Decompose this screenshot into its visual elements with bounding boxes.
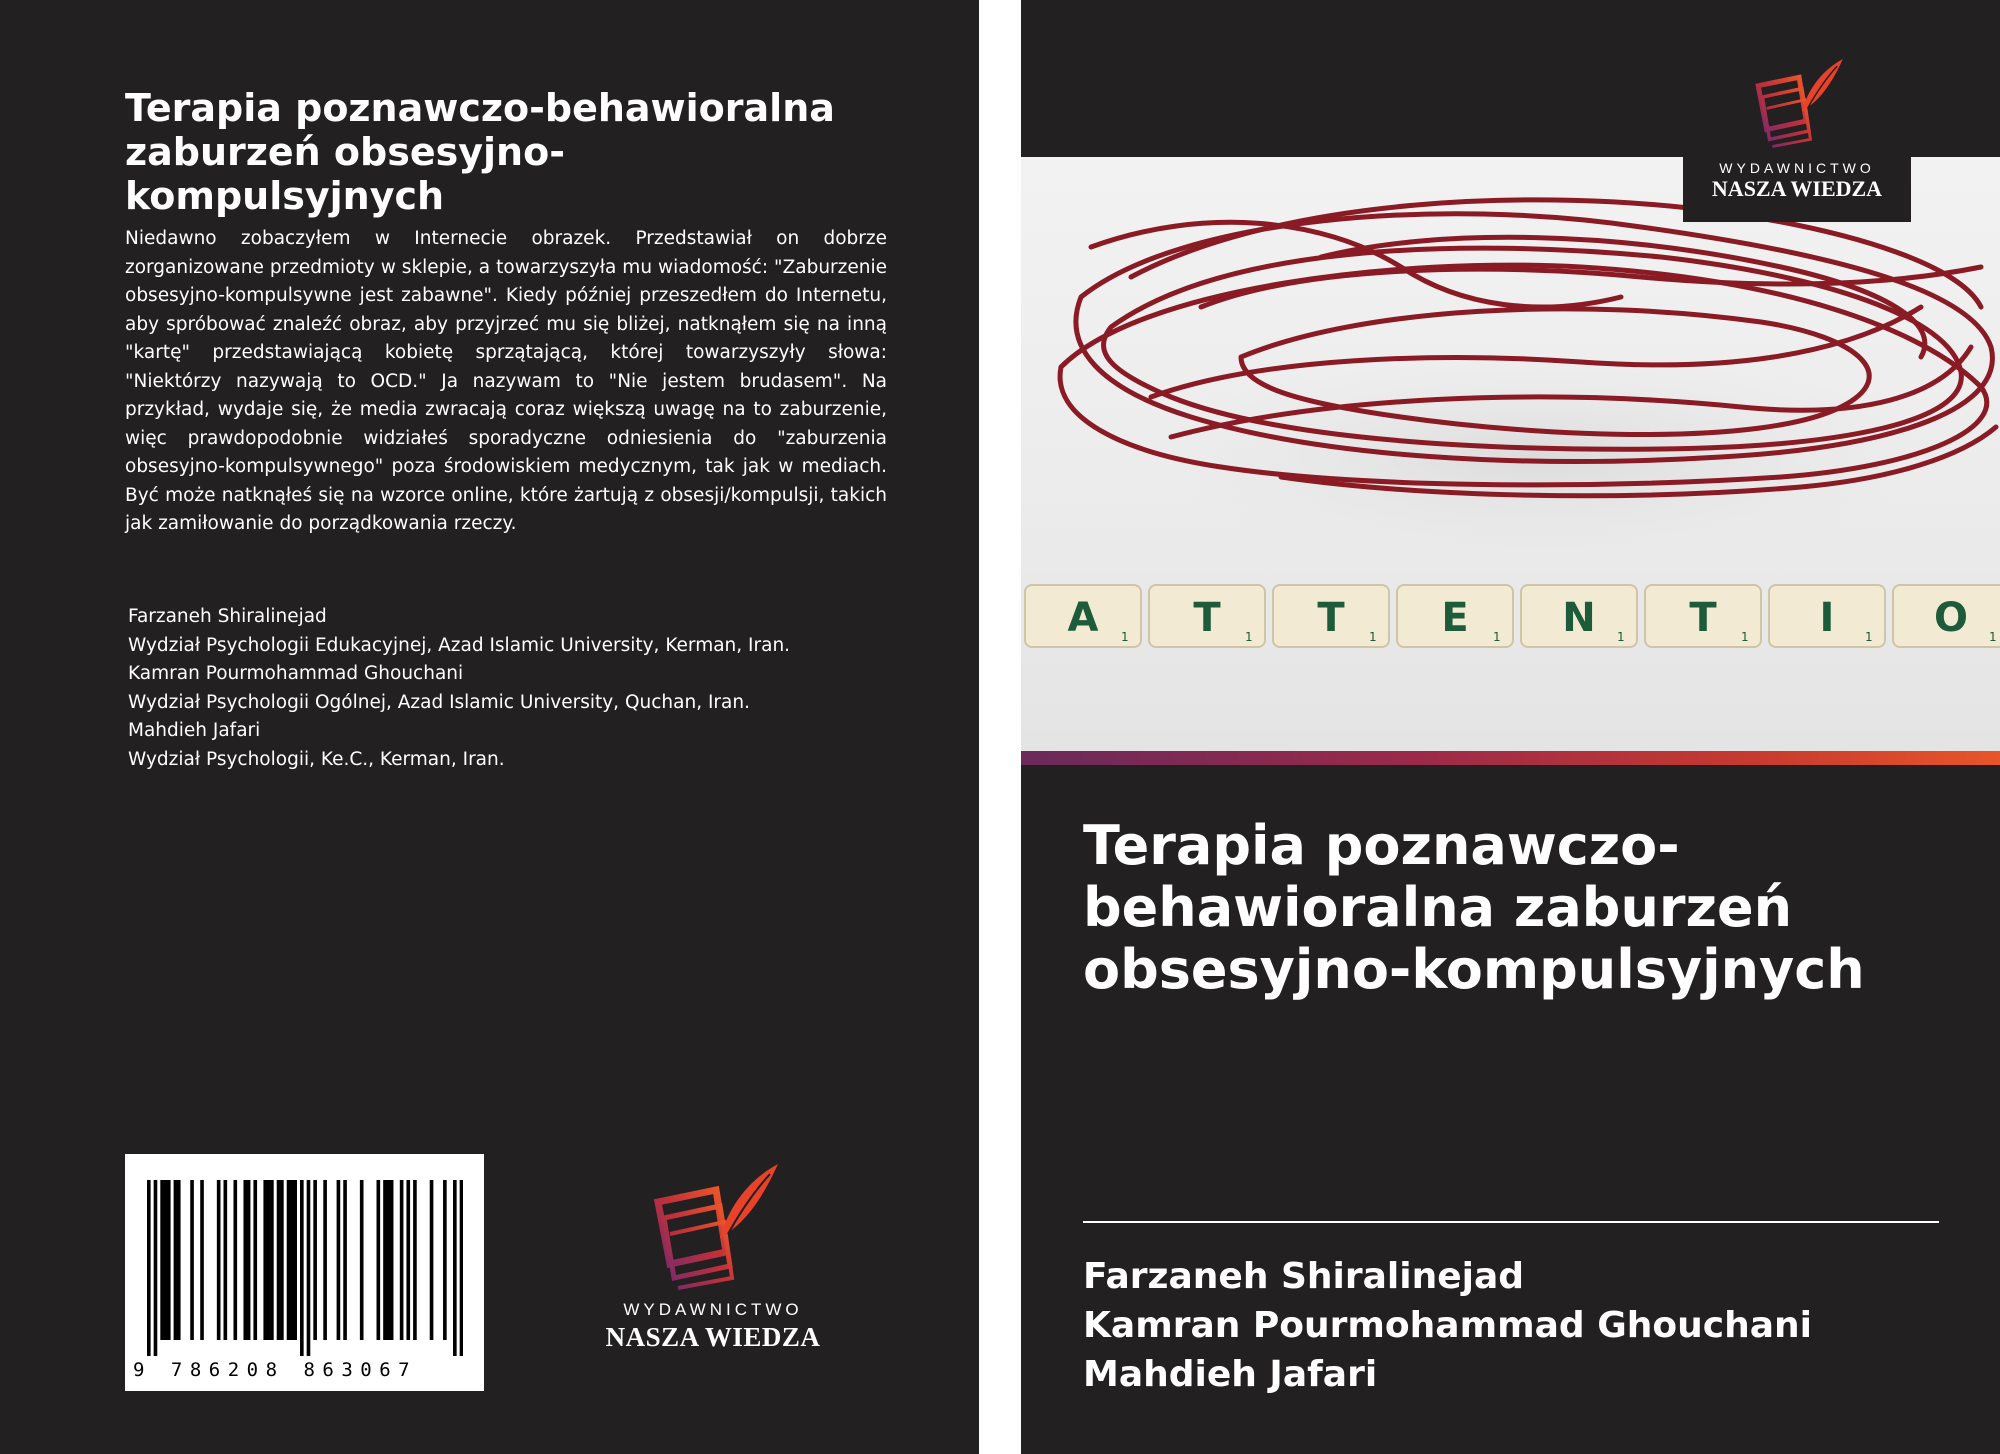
author-name: Mahdieh Jafari xyxy=(128,720,261,741)
barcode-bar xyxy=(154,1180,158,1356)
tile-n xyxy=(1521,585,1637,647)
book-quill-logo-icon xyxy=(628,1160,798,1290)
publisher-logo xyxy=(588,1160,838,1353)
svg-text:T: T xyxy=(1193,595,1221,641)
barcode-bar xyxy=(406,1180,410,1340)
svg-text:1: 1 xyxy=(1369,630,1377,644)
svg-text:1: 1 xyxy=(1865,630,1873,644)
barcode-bar xyxy=(233,1180,237,1340)
back-cover xyxy=(0,0,979,1454)
author-name: Kamran Pourmohammad Ghouchani xyxy=(128,663,464,684)
barcode-bar xyxy=(460,1180,463,1356)
barcode-bar xyxy=(253,1180,257,1340)
barcode-bar xyxy=(400,1180,404,1340)
tile-o xyxy=(1893,585,2000,647)
barcode-bar xyxy=(263,1180,267,1340)
svg-text:O: O xyxy=(1933,595,1969,641)
barcode-bar xyxy=(383,1180,387,1340)
svg-text:I: I xyxy=(1819,595,1835,641)
divider xyxy=(1083,1221,1939,1223)
svg-text:N: N xyxy=(1562,595,1596,641)
barcode-bar xyxy=(386,1180,390,1340)
red-thread-and-letter-tiles-image xyxy=(1021,157,2000,751)
barcode-bar xyxy=(160,1180,164,1340)
barcode-bar xyxy=(243,1180,247,1340)
barcode-bar xyxy=(300,1180,304,1356)
front-cover-title: Terapia poznawczo- behawioralna zaburzeń obsesyjno-kompulsyjnych xyxy=(1083,814,1865,1001)
author-affiliation: Wydział Psychologii Edukacyjnej, Azad Islamic University, Kerman, Iran. xyxy=(128,634,791,656)
barcode-bar xyxy=(290,1180,294,1340)
barcode-bars xyxy=(147,1180,463,1356)
barcode-bar xyxy=(390,1180,394,1340)
barcode-bar xyxy=(377,1180,381,1340)
author-name: Farzaneh Shiralinejad xyxy=(128,606,327,627)
author-affiliation: Wydział Psychologii Ogólnej, Azad Islamic University, Quchan, Iran. xyxy=(128,691,750,713)
barcode-bar xyxy=(293,1180,297,1340)
barcode-bar xyxy=(190,1180,194,1340)
accent-bar xyxy=(1021,751,2000,765)
tile-t xyxy=(1273,585,1389,647)
barcode-bar xyxy=(413,1180,417,1340)
tile-e xyxy=(1397,585,1513,647)
barcode-bar xyxy=(200,1180,204,1340)
cover-photo xyxy=(1021,157,2000,751)
barcode-bar xyxy=(267,1180,271,1340)
svg-text:1: 1 xyxy=(1989,630,1997,644)
barcode-bar xyxy=(224,1180,228,1340)
author-name: Farzaneh Shiralinejad xyxy=(1083,1256,1525,1297)
svg-text:E: E xyxy=(1441,595,1469,641)
barcode-bar xyxy=(177,1180,181,1340)
svg-text:1: 1 xyxy=(1121,630,1129,644)
tile-t xyxy=(1645,585,1761,647)
barcode-bar xyxy=(280,1180,284,1340)
isbn-barcode xyxy=(125,1154,484,1391)
barcode-bar xyxy=(313,1180,317,1340)
barcode-bar xyxy=(287,1180,291,1340)
svg-text:A: A xyxy=(1067,595,1099,641)
barcode-bar xyxy=(343,1180,347,1340)
publisher-logo xyxy=(1683,52,1911,202)
publisher-name-small: WYDAWNICTWO xyxy=(1719,160,1875,176)
tile-t xyxy=(1149,585,1265,647)
svg-text:1: 1 xyxy=(1493,630,1501,644)
barcode-bar xyxy=(167,1180,171,1340)
back-cover-title: Terapia poznawczo-behawioralna zaburzeń obsesyjno- kompulsyjnych xyxy=(125,86,835,218)
author-name: Kamran Pourmohammad Ghouchani xyxy=(1083,1305,1812,1346)
svg-text:1: 1 xyxy=(1245,630,1253,644)
barcode-bar xyxy=(430,1180,434,1340)
back-cover-blurb: Niedawno zobaczyłem w Internecie obrazek. Przedstawiał on dobrze zorganizowane przedmioty w sklepie, a towarzyszyła mu wiadomość: "Zaburzenie obsesyjno-kompulsywne jest zabawne". Kiedy później przeszedłem do Internetu, aby spróbować znaleźć obraz, aby przyjrzeć mu się bliżej, natknąłem się na inną "kartę" przedstawiającą kobietę sprzątającą, której towarzyszyły słowa: "Niektórzy nazywają to OCD." Ja nazywam to "Nie jestem brudasem". Na przykład, wydaje się, że media zwracają coraz większą uwagę na to zaburzenie, więc prawdopodobnie widziałeś sporadyczne odniesienia do "zaburzenia obsesyjno-kompulsywnego" poza środowiskiem medycznym, tak jak w mediach. Być może natknąłeś się na wzorce online, które żartują z obsesji/kompulsji, takich jak zamiłowanie do porządkowania rzeczy. xyxy=(125,228,887,534)
author-name: Mahdieh Jafari xyxy=(1083,1354,1378,1395)
front-cover-authors xyxy=(1083,1252,1812,1399)
barcode-bar xyxy=(323,1180,327,1340)
barcode-bar xyxy=(277,1180,281,1340)
svg-text:T: T xyxy=(1689,595,1717,641)
barcode-bar xyxy=(217,1180,221,1340)
barcode-bar xyxy=(270,1180,274,1340)
book-quill-logo-icon xyxy=(1737,52,1857,152)
front-cover xyxy=(1021,0,2000,1454)
barcode-bar xyxy=(443,1180,447,1340)
author-affiliation: Wydział Psychologii, Ke.C., Kerman, Iran. xyxy=(128,748,505,770)
barcode-bar xyxy=(164,1180,168,1340)
barcode-bar xyxy=(337,1180,341,1340)
svg-text:1: 1 xyxy=(1741,630,1749,644)
back-cover-authors xyxy=(128,603,790,774)
tile-a xyxy=(1025,585,1141,647)
barcode-bar xyxy=(174,1180,178,1340)
publisher-name-small: WYDAWNICTWO xyxy=(623,1300,803,1319)
isbn-number: 9 786208 863067 xyxy=(133,1359,418,1381)
barcode-bar xyxy=(147,1180,151,1356)
barcode-bar xyxy=(360,1180,364,1340)
barcode-bar xyxy=(453,1180,457,1356)
barcode-bar xyxy=(307,1180,311,1356)
publisher-name: NASZA WIEDZA xyxy=(1711,176,1883,201)
tile-i xyxy=(1769,585,1885,647)
svg-text:T: T xyxy=(1317,595,1345,641)
publisher-name: NASZA WIEDZA xyxy=(605,1322,821,1352)
svg-text:1: 1 xyxy=(1617,630,1625,644)
letter-tiles xyxy=(1025,585,2000,647)
barcode-bar xyxy=(247,1180,251,1340)
